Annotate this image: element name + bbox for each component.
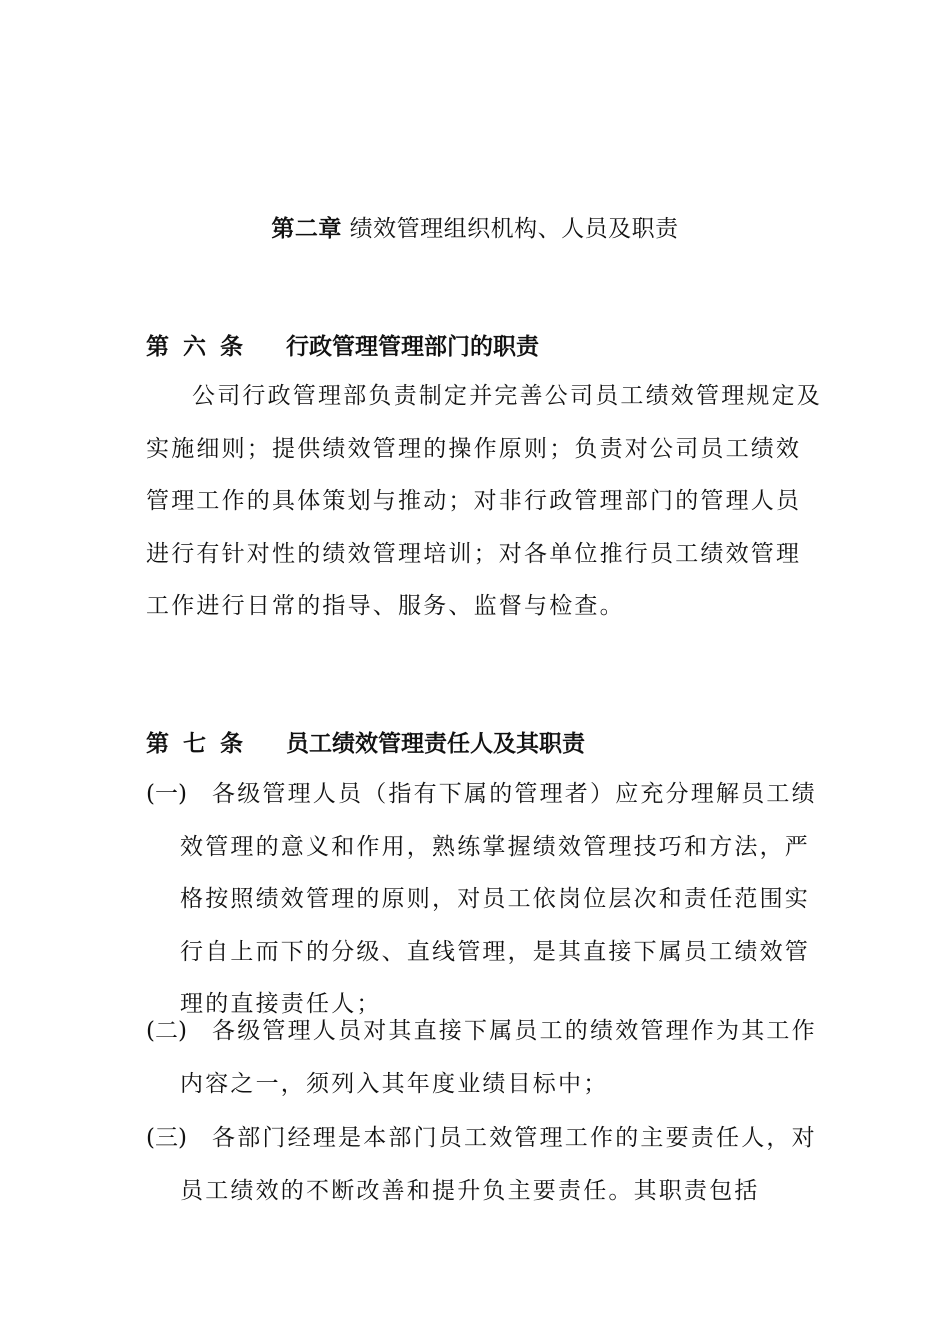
article-7-title: 员工绩效管理责任人及其职责 [286, 731, 585, 757]
item-1-text: 各级管理人员（指有下属的管理者）应充分理解员工绩效管理的意义和作用，熟练掌握绩效管理技巧和方法，严格按照绩效管理的原则，对员工依岗位层次和责任范围实行自上而下的分级、直线管理，是其直接下属员工绩效管理的直接责任人； [180, 781, 817, 1017]
article-7-item-3 [146, 1112, 826, 1217]
article-6-title: 行政管理管理部门的职责 [286, 334, 539, 360]
chapter-heading: 绩效管理组织机构、人员及职责 [349, 216, 679, 242]
article-7-heading [146, 726, 585, 762]
article-7-label: 第 七 条 [146, 731, 247, 757]
article-7-item-2 [146, 1005, 826, 1110]
article-6-label: 第 六 条 [146, 334, 247, 360]
chapter-title [0, 208, 950, 250]
item-2-text: 各级管理人员对其直接下属员工的绩效管理作为其工作内容之一，须列入其年度业绩目标中； [180, 1018, 817, 1097]
chapter-number: 第二章 [271, 216, 342, 242]
article-6-body: 公司行政管理部负责制定并完善公司员工绩效管理规定及实施细则；提供绩效管理的操作原则；负责对公司员工绩效管理工作的具体策划与推动；对非行政管理部门的管理人员进行有针对性的绩效管理培训；对各单位推行员工绩效管理工作进行日常的指导、服务、监督与检查。 [146, 383, 822, 619]
item-3-number: (三) [146, 1125, 187, 1151]
item-1-number: (一) [146, 781, 187, 807]
item-2-number: (二) [146, 1018, 187, 1044]
article-6-heading [146, 329, 539, 365]
article-7-item-1 [146, 768, 826, 1031]
item-3-text: 各部门经理是本部门员工效管理工作的主要责任人，对员工绩效的不断改善和提升负主要责任。其职责包括 [180, 1125, 817, 1204]
